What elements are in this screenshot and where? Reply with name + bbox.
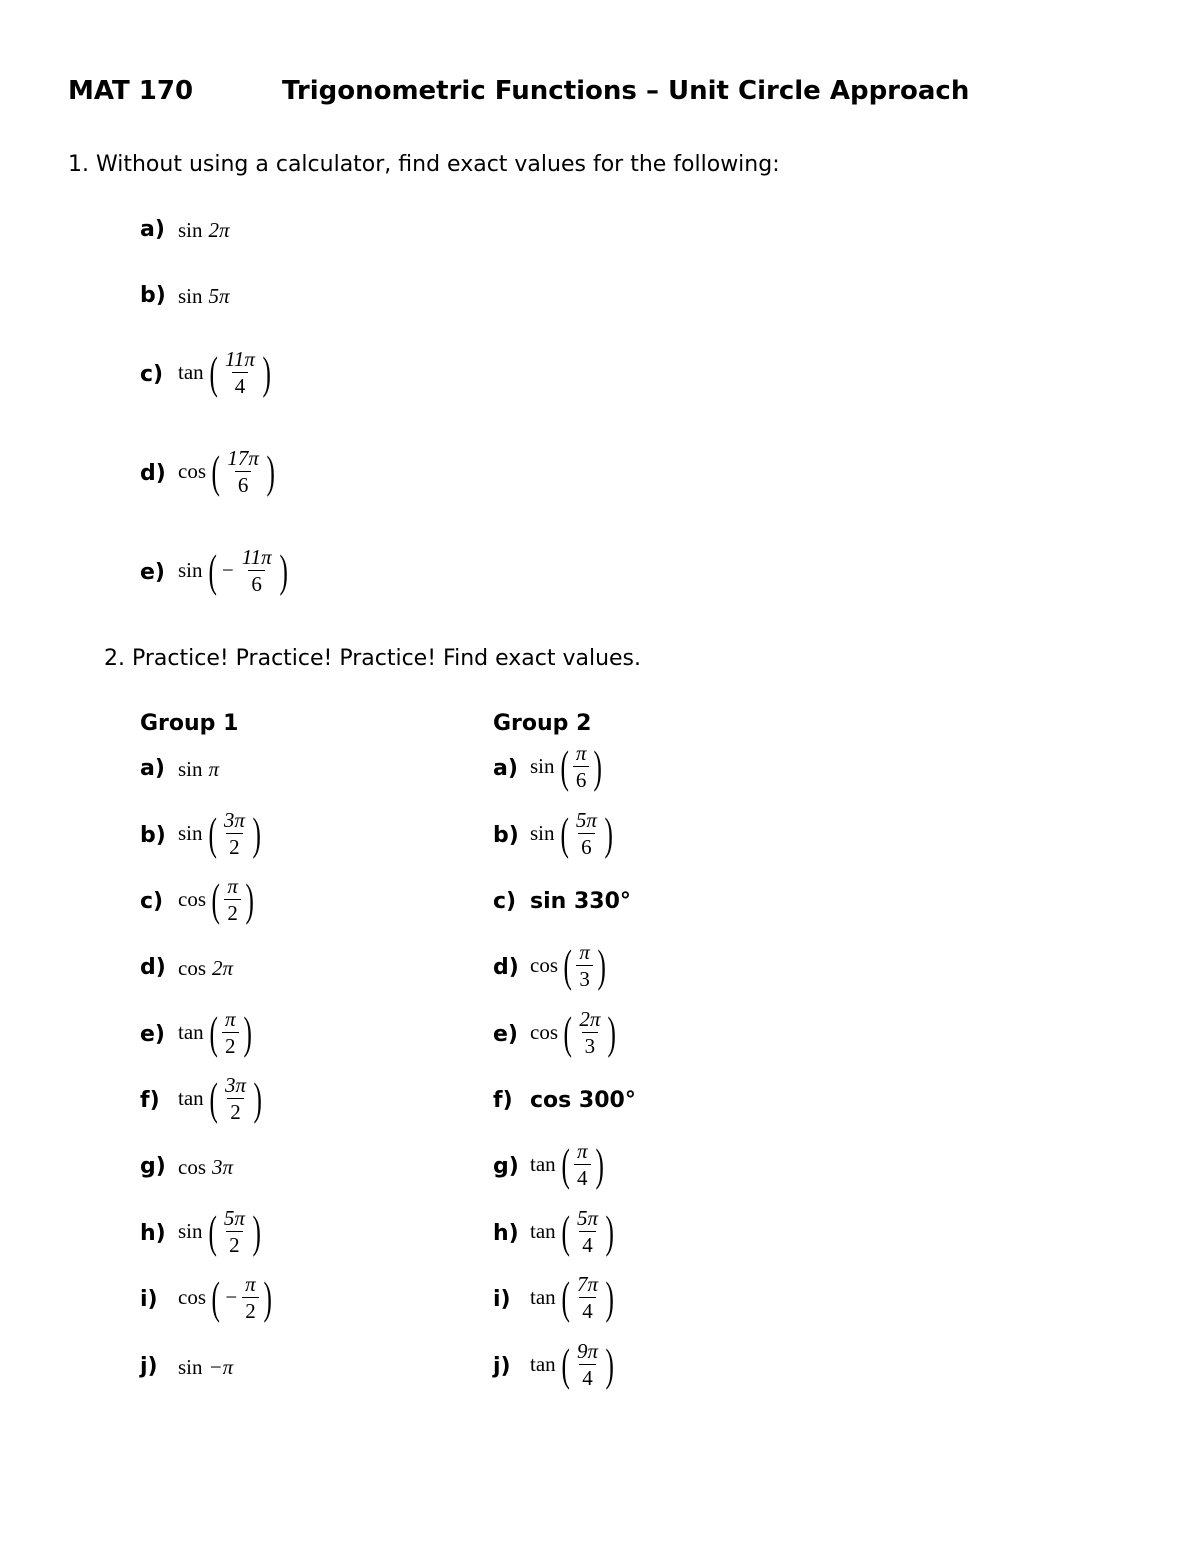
numerator: 9π bbox=[576, 1339, 599, 1363]
numerator: π bbox=[579, 940, 590, 964]
fraction bbox=[573, 740, 590, 793]
function-name: cos bbox=[178, 1285, 206, 1309]
right-paren: ) bbox=[597, 939, 606, 991]
fraction bbox=[573, 807, 600, 860]
item-expression bbox=[178, 956, 233, 981]
item-label: a) bbox=[140, 756, 165, 781]
right-paren: ) bbox=[262, 346, 271, 398]
fraction bbox=[224, 873, 241, 926]
argument: 2π bbox=[208, 218, 230, 242]
question-1-prompt: 1. Without using a calculator, find exact values for the following: bbox=[68, 152, 780, 177]
numerator: 17π bbox=[227, 446, 259, 470]
function-name: sin bbox=[178, 821, 203, 845]
item-label: e) bbox=[493, 1022, 518, 1047]
left-paren: ( bbox=[559, 740, 569, 792]
left-paren: ( bbox=[209, 1006, 218, 1058]
right-paren: ) bbox=[253, 1072, 262, 1124]
fraction bbox=[574, 1205, 601, 1258]
course-code: MAT 170 bbox=[68, 76, 194, 106]
numerator: 11π bbox=[241, 545, 272, 569]
left-paren: ( bbox=[561, 1271, 570, 1323]
function-name: tan bbox=[178, 1086, 204, 1110]
item-label: c) bbox=[140, 889, 164, 914]
fraction bbox=[242, 1271, 259, 1324]
numerator: π bbox=[227, 874, 238, 898]
right-paren: ) bbox=[245, 873, 254, 925]
item-expression bbox=[530, 1205, 617, 1258]
numerator: π bbox=[245, 1272, 256, 1296]
item-expression: sin 330° bbox=[530, 889, 631, 914]
item-expression bbox=[530, 1338, 617, 1391]
item-expression bbox=[178, 445, 278, 498]
numerator: 3π bbox=[223, 808, 245, 832]
function-name: cos bbox=[530, 953, 558, 977]
minus-sign: − bbox=[221, 558, 234, 582]
function-name: tan bbox=[530, 1352, 556, 1376]
item-expression bbox=[178, 284, 230, 309]
function-name: tan bbox=[178, 360, 204, 384]
function-name: sin bbox=[178, 1355, 203, 1379]
fraction bbox=[574, 1271, 601, 1324]
function-name: sin bbox=[178, 1219, 203, 1243]
argument: −π bbox=[208, 1355, 234, 1379]
right-paren: ) bbox=[594, 1138, 604, 1190]
denominator: 6 bbox=[248, 570, 265, 597]
numerator: π bbox=[576, 1139, 588, 1163]
question-2-prompt: 2. Practice! Practice! Practice! Find exact values. bbox=[104, 646, 642, 671]
left-paren: ( bbox=[207, 1205, 217, 1257]
item-label: i) bbox=[140, 1287, 158, 1312]
right-paren: ) bbox=[252, 807, 261, 859]
denominator: 2 bbox=[242, 1297, 259, 1324]
right-paren: ) bbox=[593, 740, 603, 792]
numerator: 5π bbox=[576, 1206, 599, 1230]
denominator: 3 bbox=[582, 1032, 599, 1059]
function-name: cos bbox=[178, 956, 206, 980]
numerator: 2π bbox=[579, 1007, 601, 1031]
fraction bbox=[576, 1006, 603, 1059]
denominator: 4 bbox=[579, 1364, 596, 1391]
argument: 5π bbox=[208, 284, 230, 308]
function-name: tan bbox=[530, 1152, 556, 1176]
denominator: 4 bbox=[579, 1297, 596, 1324]
worksheet-title: Trigonometric Functions – Unit Circle Approach bbox=[282, 76, 970, 106]
item-expression bbox=[530, 807, 616, 860]
function-name: cos bbox=[530, 1020, 558, 1044]
left-paren: ( bbox=[561, 1138, 570, 1190]
item-label: c) bbox=[493, 889, 517, 914]
item-label: b) bbox=[493, 823, 519, 848]
denominator: 4 bbox=[574, 1164, 591, 1191]
item-label: a) bbox=[140, 217, 165, 242]
item-expression bbox=[530, 1138, 607, 1191]
denominator: 2 bbox=[222, 1032, 239, 1059]
item-label: a) bbox=[493, 756, 518, 781]
denominator: 2 bbox=[224, 899, 241, 926]
fraction bbox=[224, 445, 262, 498]
numerator: 5π bbox=[223, 1206, 245, 1230]
denominator: 2 bbox=[226, 1231, 243, 1258]
item-expression bbox=[530, 1006, 620, 1059]
function-name: tan bbox=[530, 1285, 556, 1309]
left-paren: ( bbox=[561, 1338, 570, 1390]
fraction bbox=[239, 544, 275, 597]
item-label: i) bbox=[493, 1287, 511, 1312]
left-paren: ( bbox=[209, 1072, 218, 1124]
group-2-title: Group 2 bbox=[493, 711, 592, 736]
item-label: e) bbox=[140, 560, 165, 585]
item-expression bbox=[178, 544, 291, 597]
item-label: d) bbox=[140, 461, 166, 486]
item-label: d) bbox=[140, 955, 166, 980]
function-name: sin bbox=[178, 284, 203, 308]
item-expression: cos 300° bbox=[530, 1088, 636, 1113]
right-paren: ) bbox=[266, 445, 275, 497]
denominator: 2 bbox=[226, 833, 243, 860]
fraction bbox=[222, 346, 258, 399]
item-label: j) bbox=[140, 1354, 158, 1379]
item-label: g) bbox=[140, 1154, 166, 1179]
denominator: 6 bbox=[578, 833, 595, 860]
argument: π bbox=[208, 757, 220, 781]
group-1-title: Group 1 bbox=[140, 711, 239, 736]
item-expression bbox=[178, 1006, 255, 1059]
left-paren: ( bbox=[209, 346, 218, 398]
item-label: j) bbox=[493, 1354, 511, 1379]
item-expression bbox=[530, 1271, 617, 1324]
item-expression bbox=[178, 873, 257, 926]
item-label: f) bbox=[140, 1088, 160, 1113]
denominator: 2 bbox=[227, 1098, 244, 1125]
left-paren: ( bbox=[563, 1006, 572, 1058]
item-label: b) bbox=[140, 283, 166, 308]
item-expression bbox=[178, 807, 264, 860]
item-expression bbox=[178, 1271, 275, 1324]
right-paren: ) bbox=[605, 1205, 614, 1257]
item-label: e) bbox=[140, 1022, 165, 1047]
item-label: d) bbox=[493, 955, 519, 980]
fraction bbox=[576, 939, 593, 992]
right-paren: ) bbox=[279, 544, 288, 596]
function-name: cos bbox=[178, 459, 206, 483]
item-label: c) bbox=[140, 362, 164, 387]
right-paren: ) bbox=[604, 807, 613, 859]
item-expression bbox=[178, 346, 274, 399]
function-name: tan bbox=[530, 1219, 556, 1243]
left-paren: ( bbox=[207, 807, 217, 859]
item-label: h) bbox=[493, 1221, 519, 1246]
fraction bbox=[221, 807, 248, 860]
right-paren: ) bbox=[605, 1271, 614, 1323]
item-expression bbox=[178, 1072, 265, 1125]
item-expression bbox=[178, 757, 219, 782]
left-paren: ( bbox=[211, 1271, 220, 1323]
argument: 3π bbox=[212, 1155, 234, 1179]
numerator: 11π bbox=[224, 347, 255, 371]
left-paren: ( bbox=[211, 445, 220, 497]
function-name: sin bbox=[178, 218, 203, 242]
item-label: h) bbox=[140, 1221, 166, 1246]
denominator: 3 bbox=[576, 965, 593, 992]
item-expression bbox=[178, 1155, 233, 1180]
right-paren: ) bbox=[263, 1271, 272, 1323]
fraction bbox=[222, 1006, 239, 1059]
numerator: 3π bbox=[224, 1073, 247, 1097]
left-paren: ( bbox=[561, 1205, 570, 1257]
right-paren: ) bbox=[605, 1338, 614, 1390]
denominator: 4 bbox=[232, 372, 249, 399]
fraction bbox=[221, 1205, 248, 1258]
item-expression bbox=[178, 1205, 264, 1258]
fraction bbox=[222, 1072, 249, 1125]
function-name: cos bbox=[178, 887, 206, 911]
denominator: 6 bbox=[235, 471, 252, 498]
function-name: cos bbox=[178, 1155, 206, 1179]
item-label: g) bbox=[493, 1154, 519, 1179]
numerator: 5π bbox=[575, 808, 597, 832]
denominator: 6 bbox=[573, 766, 590, 793]
numerator: π bbox=[224, 1007, 236, 1031]
fraction bbox=[574, 1138, 591, 1191]
argument: 2π bbox=[212, 956, 234, 980]
left-paren: ( bbox=[559, 807, 569, 859]
item-label: b) bbox=[140, 823, 166, 848]
left-paren: ( bbox=[207, 544, 217, 596]
item-expression bbox=[530, 740, 606, 793]
denominator: 4 bbox=[579, 1231, 596, 1258]
left-paren: ( bbox=[563, 939, 572, 991]
item-expression bbox=[530, 939, 609, 992]
numerator: π bbox=[575, 741, 587, 765]
right-paren: ) bbox=[242, 1006, 252, 1058]
function-name: sin bbox=[530, 754, 555, 778]
item-expression bbox=[178, 218, 230, 243]
function-name: sin bbox=[178, 757, 203, 781]
right-paren: ) bbox=[607, 1006, 617, 1058]
item-label: f) bbox=[493, 1088, 513, 1113]
fraction bbox=[574, 1338, 601, 1391]
function-name: sin bbox=[530, 821, 555, 845]
numerator: 7π bbox=[576, 1272, 599, 1296]
function-name: sin bbox=[178, 558, 203, 582]
left-paren: ( bbox=[211, 873, 220, 925]
function-name: tan bbox=[178, 1020, 204, 1044]
minus-sign: − bbox=[225, 1285, 238, 1309]
right-paren: ) bbox=[252, 1205, 261, 1257]
item-expression bbox=[178, 1355, 233, 1380]
